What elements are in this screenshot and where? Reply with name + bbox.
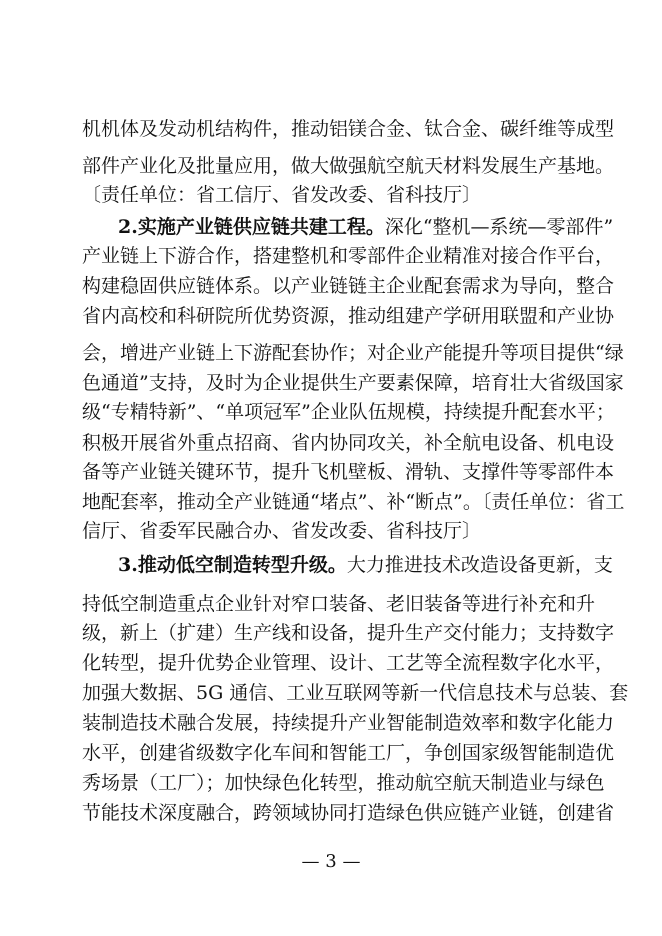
body-text-line: 节能技术深度融合，跨领域协同打造绿色供应链产业链，创建省 [82,802,615,824]
responsibility-note: 信厅、省委军民融合办、省发改委、省科技厅〕 [82,520,482,542]
body-text-line: 级，新上（扩建）生产线和设备，提升生产交付能力；支持数字 [82,622,615,644]
body-text-line: 地配套率，推动全产业链通“堵点”、补“断点”。〔责任单位：省工 [82,491,625,513]
section-heading-3: 3.推动低空制造转型升级。 [118,554,347,576]
body-text-line: 持低空制造重点企业针对窄口装备、老旧装备等进行补充和升 [82,593,596,615]
body-text-line: 备等产业链关键环节，提升飞机壁板、滑轨、支撑件等零部件本 [82,461,615,483]
body-text-line: 省内高校和科研院所优势资源，推动组建产学研用联盟和产业协 [82,305,615,327]
body-text-segment: 大力推进技术改造设备更新，支 [346,554,613,576]
paragraph-3-first-line [118,552,613,578]
body-text-line: 机机体及发动机结构件，推动铝镁合金、钛合金、碳纤维等成型 [82,118,615,140]
paragraph-2-first-line [118,214,614,240]
body-text-line: 化转型，提升优势企业管理、设计、工艺等全流程数字化水平， [82,652,615,674]
body-text-line: 色通道”支持，及时为企业提供生产要素保障，培育壮大省级国家 [82,372,624,394]
page-number: — 3 — [301,851,361,872]
body-text-line: 加强大数据、5G 通信、工业互联网等新一代信息技术与总装、套 [82,682,629,704]
section-heading-2: 2.实施产业链供应链共建工程。 [118,216,385,238]
body-text-line: 部件产业化及批量应用，做大做强航空航天材料发展生产基地。 [82,155,615,177]
body-text-line: 级“专精特新”、“单项冠军”企业队伍规模，持续提升配套水平； [82,401,615,423]
body-text-line: 装制造技术融合发展，持续提升产业智能制造效率和数字化能力 [82,712,615,734]
body-text-line: 产业链上下游合作，搭建整机和零部件企业精准对接合作平台， [82,245,615,267]
body-text-line: 积极开展省外重点招商、省内协同攻关，补全航电设备、机电设 [82,432,615,454]
body-text-line: 秀场景（工厂）；加快绿色化转型，推动航空航天制造业与绿色 [82,772,605,794]
body-text-line: 构建稳固供应链体系。以产业链链主企业配套需求为导向，整合 [82,275,615,297]
responsibility-note: 〔责任单位：省工信厅、省发改委、省科技厅〕 [82,184,482,206]
body-text-segment: 深化“整机—系统—零部件” [384,216,614,238]
body-text-line: 会，增进产业链上下游配套协作；对企业产能提升等项目提供“绿 [82,342,624,364]
body-text-line: 水平，创建省级数字化车间和智能工厂，争创国家级智能制造优 [82,742,615,764]
